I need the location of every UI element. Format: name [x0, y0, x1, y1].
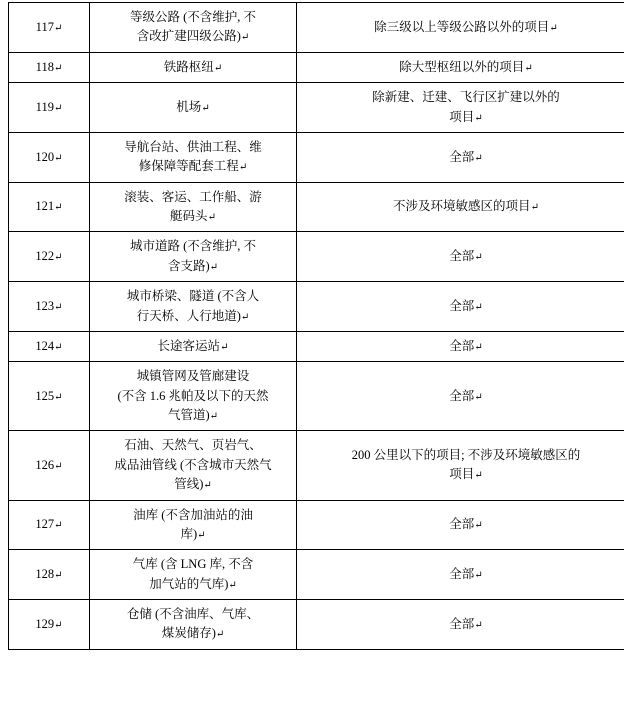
row-8-scope-line: 全部↵ — [301, 387, 624, 406]
row-10-category — [90, 500, 297, 550]
table-row — [9, 331, 624, 361]
row-1-number — [9, 52, 90, 82]
paragraph-mark-icon: ↵ — [54, 461, 62, 472]
paragraph-mark-icon: ↵ — [474, 302, 482, 313]
row-7-category — [90, 331, 297, 361]
paragraph-mark-icon: ↵ — [208, 212, 216, 223]
row-9-category-line: 管线)↵ — [94, 475, 292, 494]
row-7-scope-line: 全部↵ — [301, 337, 624, 356]
row-0-category-line: 等级公路 (不含维护, 不 — [94, 8, 292, 27]
row-11-scope-line: 全部↵ — [301, 565, 624, 584]
row-9-category — [90, 431, 297, 500]
table-row — [9, 362, 624, 431]
row-0-number — [9, 3, 90, 53]
row-9-number-line: 126↵ — [13, 456, 85, 475]
paragraph-mark-icon: ↵ — [54, 63, 62, 74]
table-row — [9, 52, 624, 82]
row-9-scope-line: 200 公里以下的项目; 不涉及环境敏感区的 — [301, 446, 624, 465]
table-row — [9, 182, 624, 232]
table-body — [9, 3, 624, 650]
table-row — [9, 83, 624, 133]
paragraph-mark-icon: ↵ — [54, 103, 62, 114]
row-5-scope — [297, 232, 624, 282]
table-row — [9, 132, 624, 182]
row-5-category — [90, 232, 297, 282]
row-1-category-line: 铁路枢纽↵ — [94, 58, 292, 77]
row-12-category — [90, 600, 297, 650]
paragraph-mark-icon: ↵ — [216, 629, 224, 640]
row-2-scope-line: 除新建、迁建、飞行区扩建以外的 — [301, 88, 624, 107]
row-11-category — [90, 550, 297, 600]
row-9-category-line: 石油、天然气、页岩气、 — [94, 436, 292, 455]
row-3-number-line: 120↵ — [13, 148, 85, 167]
paragraph-mark-icon: ↵ — [474, 620, 482, 631]
paragraph-mark-icon: ↵ — [474, 470, 482, 481]
row-12-scope-line: 全部↵ — [301, 615, 624, 634]
row-5-number — [9, 232, 90, 282]
paragraph-mark-icon: ↵ — [54, 202, 62, 213]
row-9-scope — [297, 431, 624, 500]
row-6-category-line: 城市桥梁、隧道 (不含人 — [94, 287, 292, 306]
paragraph-mark-icon: ↵ — [531, 202, 539, 213]
row-5-category-line: 城市道路 (不含维护, 不 — [94, 237, 292, 256]
row-11-number-line: 128↵ — [13, 565, 85, 584]
paragraph-mark-icon: ↵ — [197, 530, 205, 541]
row-4-category — [90, 182, 297, 232]
row-6-category-line: 行天桥、人行地道)↵ — [94, 307, 292, 326]
row-9-number — [9, 431, 90, 500]
row-0-category — [90, 3, 297, 53]
row-10-scope — [297, 500, 624, 550]
table-row — [9, 600, 624, 650]
paragraph-mark-icon: ↵ — [474, 113, 482, 124]
row-1-scope-line: 除大型枢纽以外的项目↵ — [301, 58, 624, 77]
row-4-scope — [297, 182, 624, 232]
paragraph-mark-icon: ↵ — [474, 342, 482, 353]
row-9-scope-line: 项目↵ — [301, 465, 624, 484]
row-6-scope-line: 全部↵ — [301, 297, 624, 316]
row-5-scope-line: 全部↵ — [301, 247, 624, 266]
row-2-number-line: 119↵ — [13, 98, 85, 117]
row-11-category-line: 加气站的气库)↵ — [94, 575, 292, 594]
paragraph-mark-icon: ↵ — [203, 480, 211, 491]
paragraph-mark-icon: ↵ — [54, 392, 62, 403]
table-row — [9, 500, 624, 550]
paragraph-mark-icon: ↵ — [54, 302, 62, 313]
paragraph-mark-icon: ↵ — [54, 520, 62, 531]
paragraph-mark-icon: ↵ — [228, 580, 236, 591]
paragraph-mark-icon: ↵ — [210, 262, 218, 273]
row-2-category — [90, 83, 297, 133]
row-8-number-line: 125↵ — [13, 387, 85, 406]
row-1-scope — [297, 52, 624, 82]
paragraph-mark-icon: ↵ — [474, 520, 482, 531]
row-2-scope — [297, 83, 624, 133]
row-0-number-line: 117↵ — [13, 18, 85, 37]
row-6-number-line: 123↵ — [13, 297, 85, 316]
row-10-number — [9, 500, 90, 550]
paragraph-mark-icon: ↵ — [214, 63, 222, 74]
paragraph-mark-icon: ↵ — [474, 392, 482, 403]
paragraph-mark-icon: ↵ — [54, 153, 62, 164]
row-7-number — [9, 331, 90, 361]
row-0-category-line: 含改扩建四级公路)↵ — [94, 27, 292, 46]
paragraph-mark-icon: ↵ — [241, 312, 249, 323]
row-12-category-line: 煤炭储存)↵ — [94, 624, 292, 643]
row-5-number-line: 122↵ — [13, 247, 85, 266]
paragraph-mark-icon: ↵ — [474, 153, 482, 164]
row-8-category-line: 气管道)↵ — [94, 406, 292, 425]
row-6-number — [9, 282, 90, 332]
row-5-category-line: 含支路)↵ — [94, 257, 292, 276]
row-4-category-line: 艇码头↵ — [94, 207, 292, 226]
paragraph-mark-icon: ↵ — [524, 63, 532, 74]
row-12-number-line: 129↵ — [13, 615, 85, 634]
table-row — [9, 431, 624, 500]
paragraph-mark-icon: ↵ — [54, 342, 62, 353]
paragraph-mark-icon: ↵ — [241, 32, 249, 43]
table-row — [9, 232, 624, 282]
row-11-scope — [297, 550, 624, 600]
row-6-scope — [297, 282, 624, 332]
paragraph-mark-icon: ↵ — [54, 570, 62, 581]
paragraph-mark-icon: ↵ — [474, 570, 482, 581]
row-2-category-line: 机场↵ — [94, 98, 292, 117]
row-10-number-line: 127↵ — [13, 515, 85, 534]
paragraph-mark-icon: ↵ — [474, 252, 482, 263]
row-10-scope-line: 全部↵ — [301, 515, 624, 534]
row-10-category-line: 库)↵ — [94, 525, 292, 544]
row-3-scope — [297, 132, 624, 182]
row-0-scope — [297, 3, 624, 53]
row-12-category-line: 仓储 (不含油库、气库、 — [94, 605, 292, 624]
row-8-scope — [297, 362, 624, 431]
row-12-number — [9, 600, 90, 650]
row-0-scope-line: 除三级以上等级公路以外的项目↵ — [301, 18, 624, 37]
row-1-category — [90, 52, 297, 82]
row-8-category-line: (不含 1.6 兆帕及以下的天然 — [94, 387, 292, 406]
row-4-number — [9, 182, 90, 232]
row-3-category-line: 导航台站、供油工程、维 — [94, 138, 292, 157]
paragraph-mark-icon: ↵ — [239, 162, 247, 173]
row-10-category-line: 油库 (不含加油站的油 — [94, 506, 292, 525]
row-11-category-line: 气库 (含 LNG 库, 不含 — [94, 555, 292, 574]
table-row — [9, 282, 624, 332]
row-3-category — [90, 132, 297, 182]
row-9-category-line: 成品油管线 (不含城市天然气 — [94, 456, 292, 475]
row-7-scope — [297, 331, 624, 361]
row-1-number-line: 118↵ — [13, 58, 85, 77]
table-row — [9, 3, 624, 53]
paragraph-mark-icon: ↵ — [54, 23, 62, 34]
row-8-category-line: 城镇管网及管廊建设 — [94, 367, 292, 386]
row-3-category-line: 修保障等配套工程↵ — [94, 157, 292, 176]
row-7-category-line: 长途客运站↵ — [94, 337, 292, 356]
document-page — [0, 2, 624, 708]
paragraph-mark-icon: ↵ — [549, 23, 557, 34]
row-2-number — [9, 83, 90, 133]
row-3-number — [9, 132, 90, 182]
paragraph-mark-icon: ↵ — [54, 252, 62, 263]
row-3-scope-line: 全部↵ — [301, 148, 624, 167]
paragraph-mark-icon: ↵ — [220, 342, 228, 353]
paragraph-mark-icon: ↵ — [210, 411, 218, 422]
row-11-number — [9, 550, 90, 600]
row-12-scope — [297, 600, 624, 650]
project-category-table — [8, 2, 624, 650]
paragraph-mark-icon: ↵ — [201, 103, 209, 114]
table-row — [9, 550, 624, 600]
paragraph-mark-icon: ↵ — [54, 620, 62, 631]
row-4-number-line: 121↵ — [13, 197, 85, 216]
row-7-number-line: 124↵ — [13, 337, 85, 356]
row-4-category-line: 滚装、客运、工作船、游 — [94, 188, 292, 207]
row-2-scope-line: 项目↵ — [301, 108, 624, 127]
row-8-number — [9, 362, 90, 431]
row-8-category — [90, 362, 297, 431]
row-4-scope-line: 不涉及环境敏感区的项目↵ — [301, 197, 624, 216]
row-6-category — [90, 282, 297, 332]
